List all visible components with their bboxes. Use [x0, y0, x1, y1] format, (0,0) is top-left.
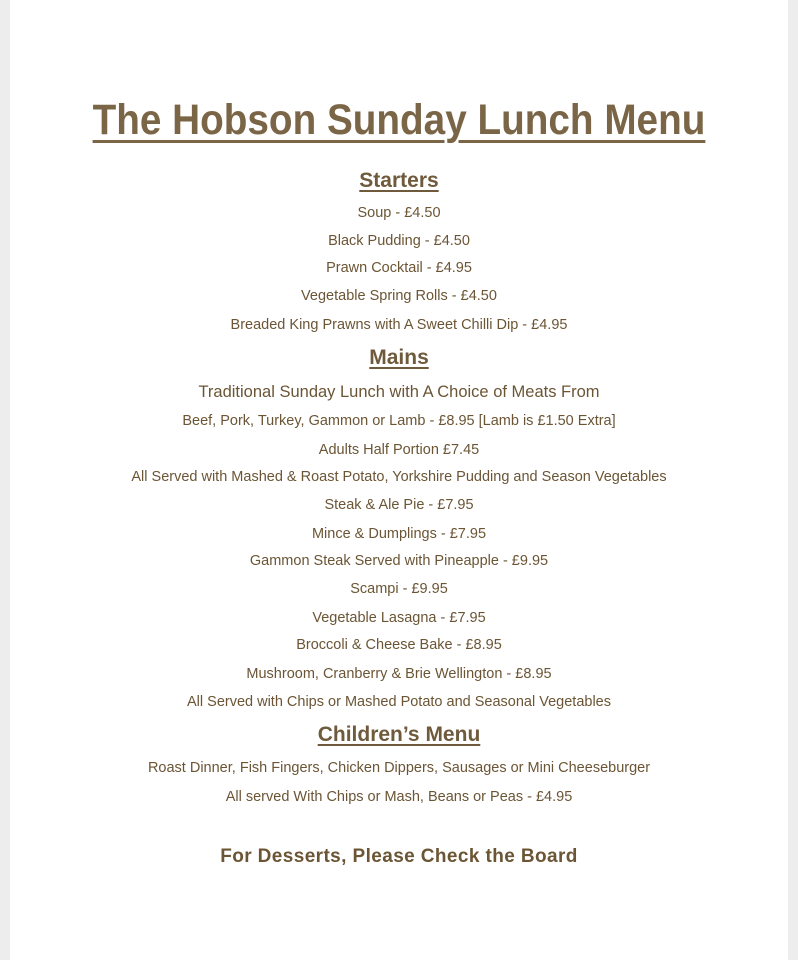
main-item: Traditional Sunday Lunch with A Choice of Meats From [198, 383, 600, 401]
main-item: Adults Half Portion £7.45 [318, 442, 480, 458]
starter-item: Vegetable Spring Rolls - £4.50 [301, 288, 497, 304]
main-item: All Served with Mashed & Roast Potato, Yorkshire Pudding and Season Vegetables [131, 469, 667, 485]
menu-title: The Hobson Sunday Lunch Menu [92, 96, 706, 144]
starter-item: Breaded King Prawns with A Sweet Chilli Dip - £4.95 [230, 317, 568, 333]
main-item: Mince & Dumplings - £7.95 [311, 526, 487, 542]
main-item: Scampi - £9.95 [350, 581, 448, 597]
starter-item: Soup - £4.50 [357, 205, 441, 221]
starter-item: Prawn Cocktail - £4.95 [326, 260, 472, 276]
menu-page [10, 0, 788, 960]
starter-item: Black Pudding - £4.50 [328, 233, 470, 249]
starters-heading: Starters [359, 169, 439, 192]
childrens-menu-heading: Children’s Menu [317, 723, 481, 746]
main-item: Gammon Steak Served with Pineapple - £9.95 [249, 553, 549, 569]
main-item: Broccoli & Cheese Bake - £8.95 [296, 637, 502, 653]
main-item: Beef, Pork, Turkey, Gammon or Lamb - £8.95 [Lamb is £1.50 Extra] [182, 413, 616, 429]
main-item: Vegetable Lasagna - £7.95 [312, 610, 486, 626]
desserts-note: For Desserts, Please Check the Board [220, 846, 578, 867]
childrens-item: Roast Dinner, Fish Fingers, Chicken Dippers, Sausages or Mini Cheeseburger [147, 760, 651, 776]
mains-heading: Mains [369, 346, 429, 369]
main-item: Steak & Ale Pie - £7.95 [324, 497, 474, 513]
main-item: Mushroom, Cranberry & Brie Wellington - £8.95 [246, 666, 552, 682]
main-item: All Served with Chips or Mashed Potato and Seasonal Vegetables [187, 694, 611, 710]
childrens-item: All served With Chips or Mash, Beans or Peas - £4.95 [225, 789, 573, 805]
